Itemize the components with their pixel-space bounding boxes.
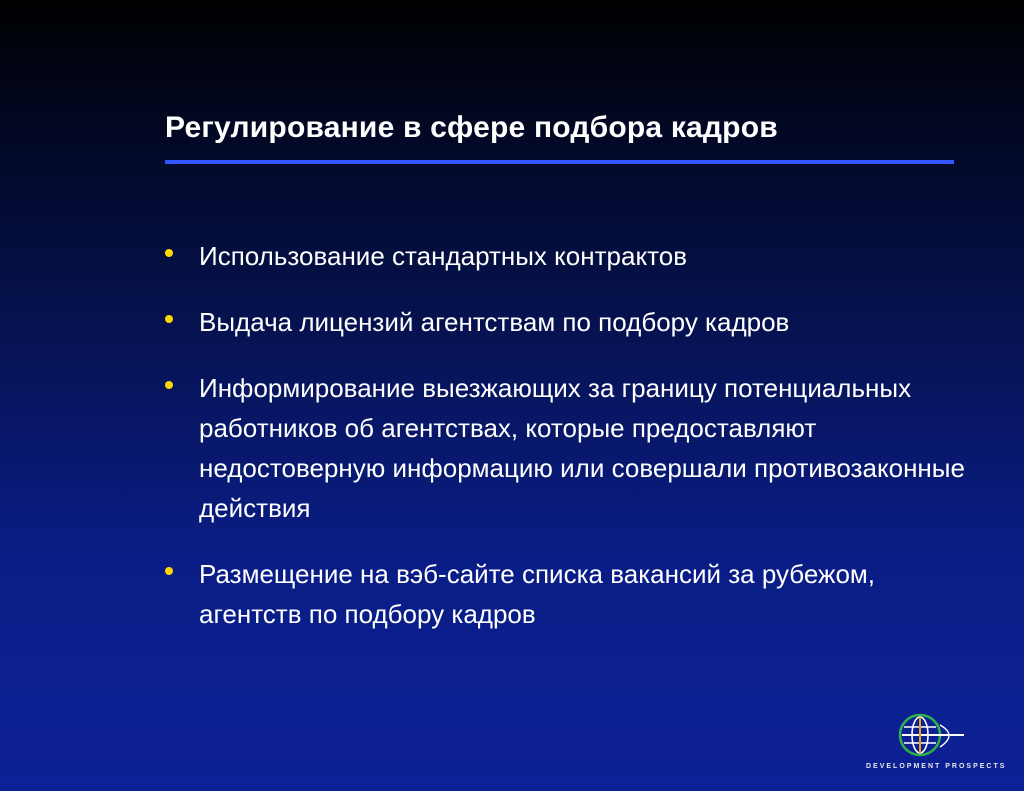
bullet-item bbox=[165, 368, 965, 528]
bullet-item bbox=[165, 236, 965, 276]
bullet-text: Выдача лицензий агентствам по подбору кадров bbox=[199, 307, 790, 337]
bullet-dot-icon bbox=[165, 567, 173, 575]
globe-logo-icon bbox=[898, 713, 966, 757]
bullet-text: Информирование выезжающих за границу потенциальных работников об агентствах, которые предоставляют недостоверную информацию или совершали противозаконные действия bbox=[199, 373, 965, 523]
development-prospects-logo bbox=[862, 713, 1007, 777]
bullet-item bbox=[165, 554, 965, 634]
bullet-dot-icon bbox=[165, 381, 173, 389]
bullet-item bbox=[165, 302, 965, 342]
bullet-dot-icon bbox=[165, 315, 173, 323]
bullet-list bbox=[165, 236, 965, 660]
title-underline bbox=[165, 160, 954, 164]
logo-text: DEVELOPMENT PROSPECTS bbox=[866, 763, 1007, 770]
bullet-text: Размещение на вэб-сайте списка вакансий за рубежом, агентств по подбору кадров bbox=[199, 559, 876, 629]
slide-title: Регулирование в сфере подбора кадров bbox=[165, 111, 778, 144]
bullet-dot-icon bbox=[165, 249, 173, 257]
bullet-text: Использование стандартных контрактов bbox=[199, 241, 688, 271]
